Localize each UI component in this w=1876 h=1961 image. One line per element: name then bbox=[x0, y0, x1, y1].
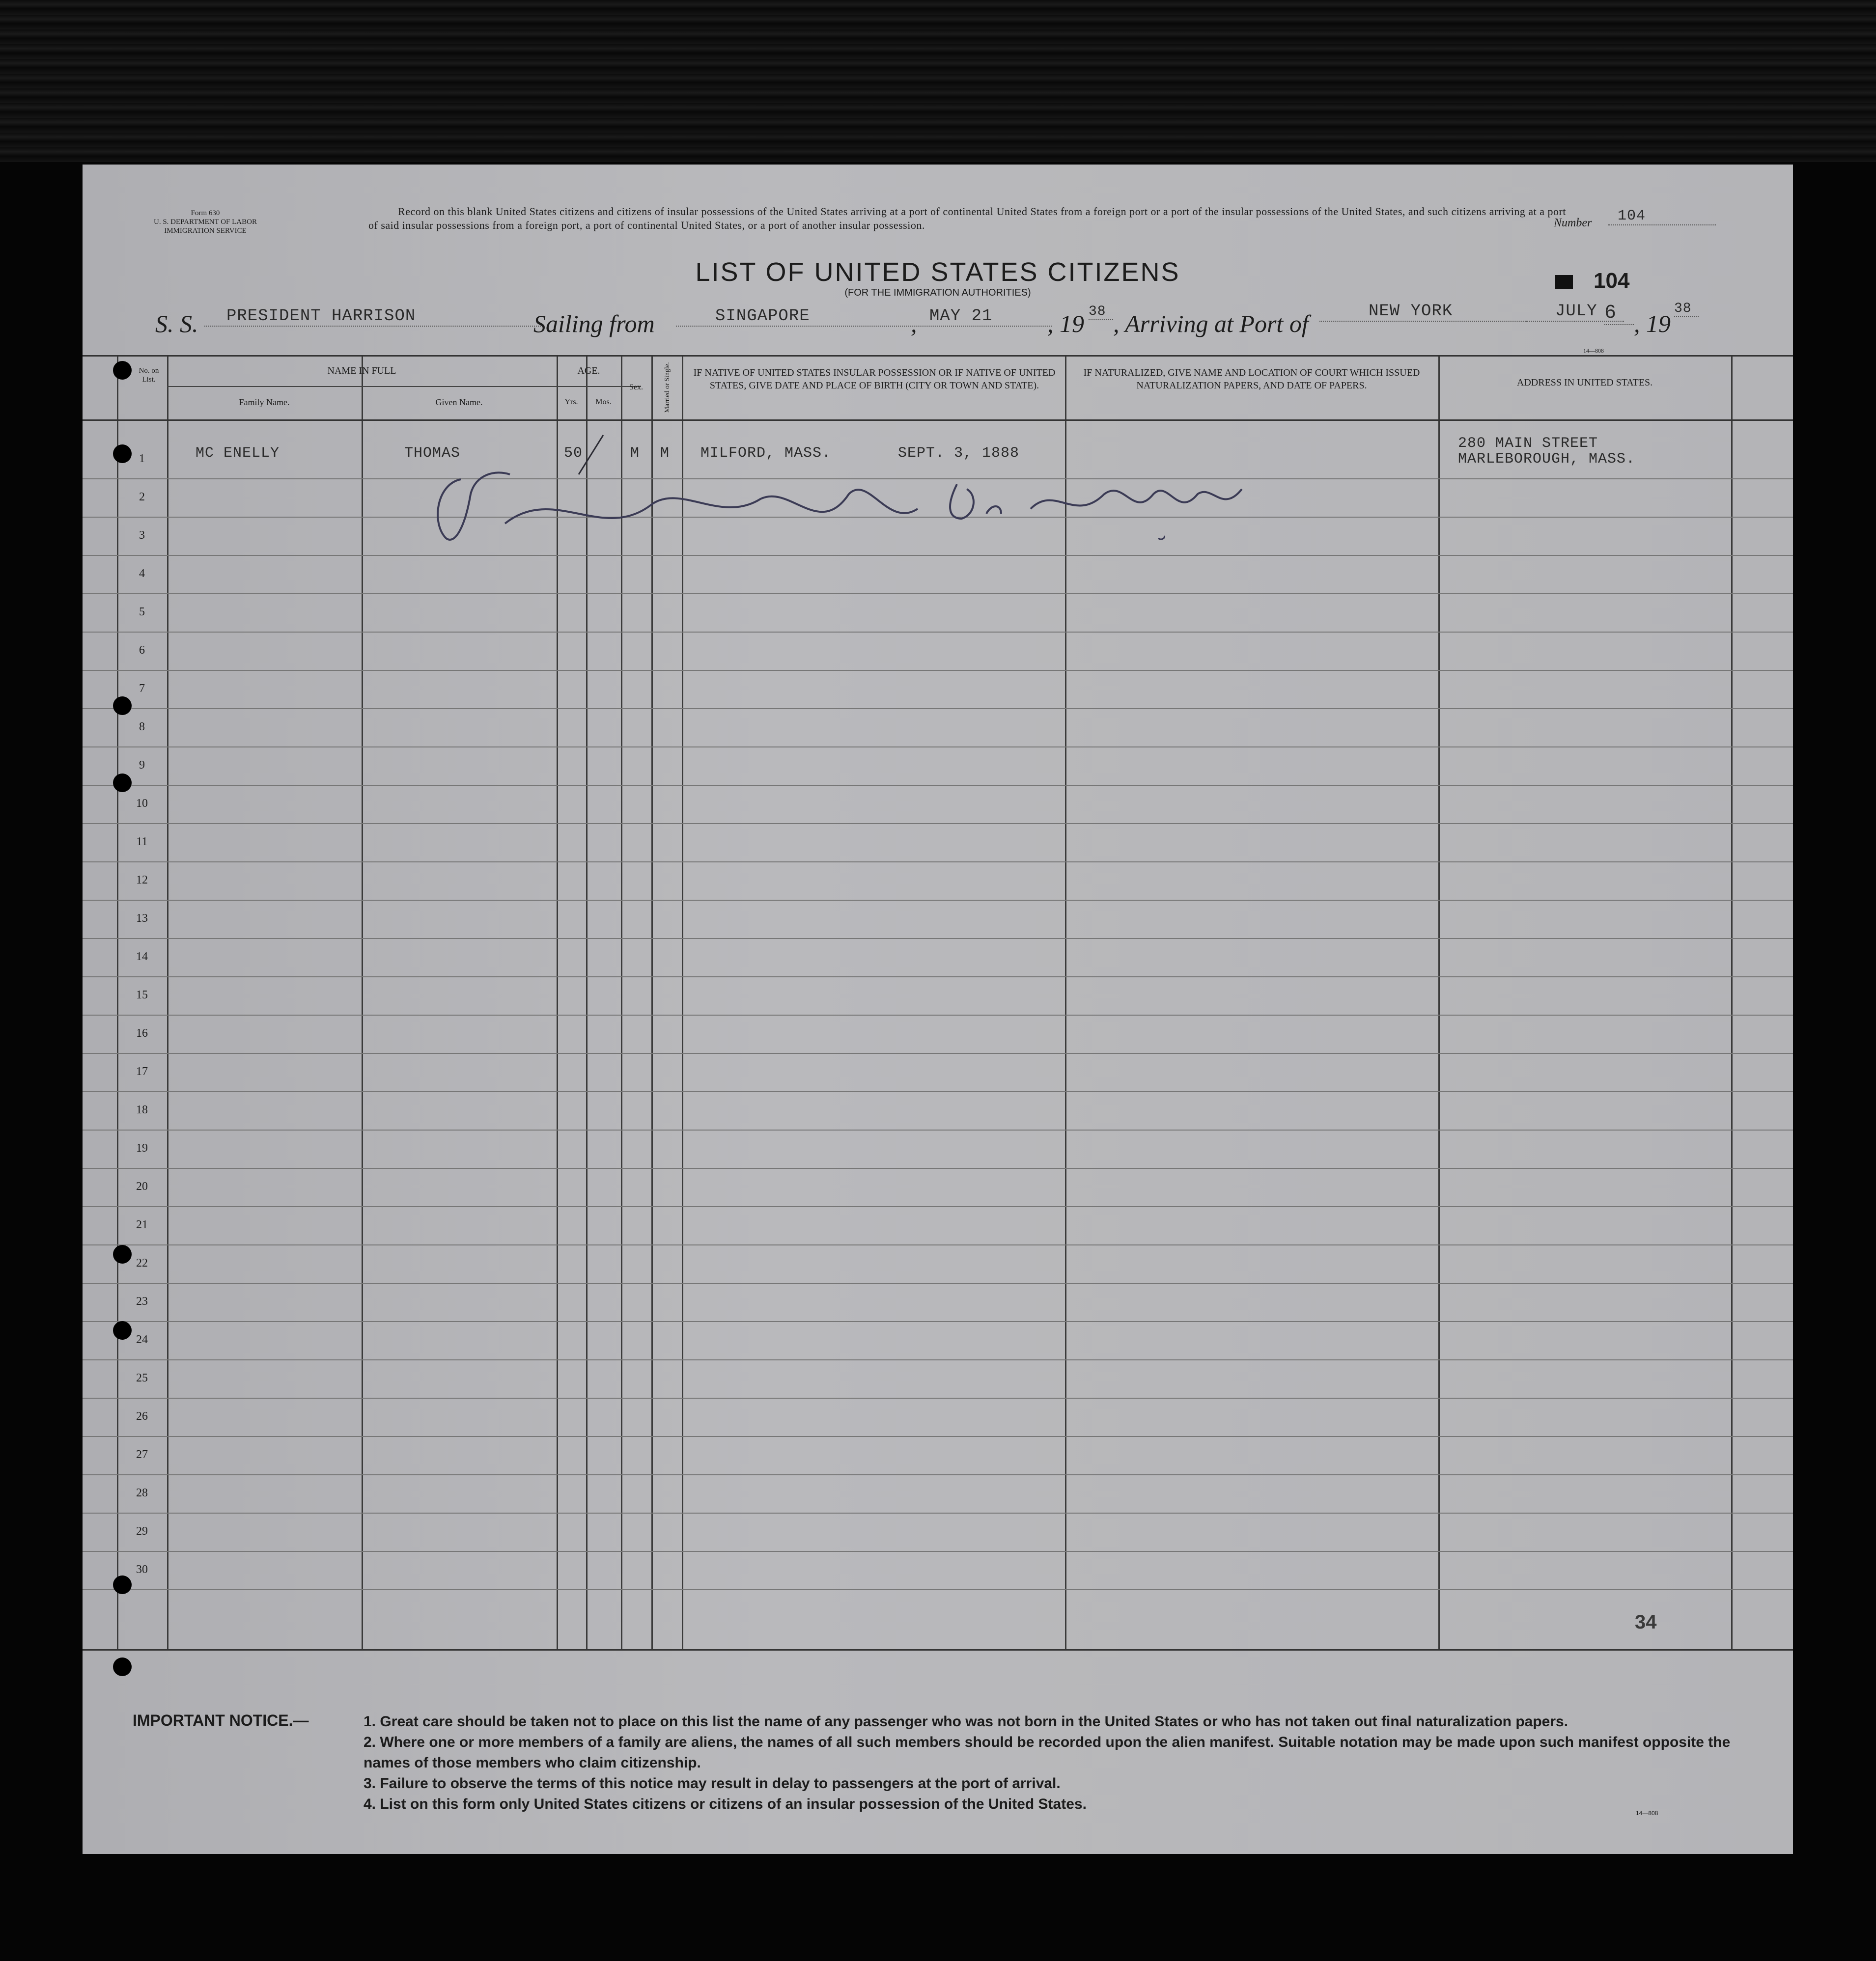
arriving-label: , Arriving at Port of bbox=[1113, 310, 1309, 337]
row-line bbox=[83, 670, 1793, 671]
col-no-on-list: No. on List. bbox=[139, 367, 159, 384]
important-notice bbox=[133, 1712, 1764, 1839]
form-instructions: Record on this blank United States citizens and citizens of insular possessions of the United States arriving at a port of continental United States from a foreign port or a port of the insular possessions of the United States, and such citizens arriving at a port of said insular possessions from a foreign port, a port of continental United States, or a port of another insular possession. bbox=[368, 205, 1566, 231]
row-line bbox=[83, 1206, 1793, 1207]
page-number: 34 bbox=[1635, 1611, 1657, 1633]
arrival-port: NEW YORK bbox=[1319, 302, 1575, 322]
row-line bbox=[83, 1589, 1793, 1590]
row-line bbox=[83, 1398, 1793, 1399]
sailing-port: SINGAPORE bbox=[676, 307, 946, 327]
row-number: 2 bbox=[139, 491, 145, 503]
notice-item-3: 3. Failure to observe the terms of this notice may result in delay to passengers at the port of arrival. bbox=[364, 1775, 1061, 1792]
page-title: LIST OF UNITED STATES CITIZENS bbox=[695, 257, 1180, 287]
row-number: 12 bbox=[136, 874, 148, 886]
row-number: 17 bbox=[136, 1065, 148, 1078]
notice-item-1: 1. Great care should be taken not to place on this list the name of any passenger who was not born in the United States or who has not taken out final naturalization papers. bbox=[364, 1713, 1568, 1730]
col-naturalized: IF NATURALIZED, GIVE NAME AND LOCATION OF COURT WHICH ISSUED NATURALIZATION PAPERS, AND DATE OF PAPERS. bbox=[1083, 367, 1420, 391]
row-number: 11 bbox=[136, 835, 148, 848]
print-code-top: 14—808 bbox=[1583, 347, 1604, 354]
print-code-bottom: 14—808 bbox=[1636, 1810, 1658, 1817]
col-given-name: Given Name. bbox=[435, 397, 483, 407]
entry-birth-date: SEPT. 3, 1888 bbox=[898, 445, 1020, 462]
notice-item-4: 4. List on this form only United States citizens or citizens of an insular possession of the United States. bbox=[364, 1796, 1087, 1812]
row-number: 6 bbox=[139, 644, 145, 657]
punch-hole bbox=[113, 1575, 132, 1594]
row-line bbox=[83, 976, 1793, 977]
sailing-from-label: Sailing from bbox=[533, 310, 655, 337]
row-line bbox=[83, 1551, 1793, 1552]
row-line bbox=[83, 1436, 1793, 1437]
row-line bbox=[83, 1283, 1793, 1284]
number-field bbox=[1554, 208, 1711, 229]
row-line bbox=[83, 1321, 1793, 1322]
row-number: 20 bbox=[136, 1180, 148, 1193]
row-number: 25 bbox=[136, 1372, 148, 1384]
arrival-year: 38 bbox=[1674, 301, 1699, 317]
col-sex: Sex. bbox=[629, 383, 643, 391]
notice-heading: IMPORTANT NOTICE.— bbox=[133, 1712, 309, 1729]
col-age: AGE. bbox=[577, 365, 600, 376]
form-id-block bbox=[127, 209, 284, 235]
row-number: 10 bbox=[136, 797, 148, 810]
scan-background bbox=[0, 0, 1876, 162]
row-line bbox=[83, 938, 1793, 939]
col-age-yrs: Yrs. bbox=[564, 398, 578, 406]
row-number: 19 bbox=[136, 1142, 148, 1155]
col-address: ADDRESS IN UNITED STATES. bbox=[1516, 377, 1653, 388]
voyage-line bbox=[155, 301, 1786, 341]
service-name: IMMIGRATION SERVICE bbox=[164, 227, 247, 235]
row-line bbox=[83, 1015, 1793, 1016]
row-number: 1 bbox=[139, 452, 145, 465]
department-name: U. S. DEPARTMENT OF LABOR bbox=[154, 218, 257, 226]
row-line bbox=[83, 1513, 1793, 1514]
stamp-icon bbox=[1555, 275, 1573, 289]
punch-hole bbox=[113, 444, 132, 463]
col-family-name: Family Name. bbox=[239, 397, 290, 407]
punch-hole bbox=[113, 1321, 132, 1340]
entry-address-line2: MARLEBOROUGH, MASS. bbox=[1458, 451, 1636, 468]
row-number: 24 bbox=[136, 1333, 148, 1346]
row-number: 8 bbox=[139, 720, 145, 733]
row-number: 22 bbox=[136, 1257, 148, 1270]
ship-name: PRESIDENT HARRISON bbox=[204, 307, 541, 327]
col-married-single: Married or Single. bbox=[664, 362, 671, 413]
row-line bbox=[83, 1053, 1793, 1054]
row-line bbox=[83, 632, 1793, 633]
punch-hole bbox=[113, 361, 132, 380]
row-line bbox=[83, 1474, 1793, 1475]
row-number: 30 bbox=[136, 1563, 148, 1576]
row-number: 26 bbox=[136, 1410, 148, 1423]
col-age-mos: Mos. bbox=[595, 398, 612, 406]
notice-item-2: 2. Where one or more members of a family are aliens, the names of all such members should be recorded upon the alien manifest. Suitable notation may be made upon such manifest opposite the names of those members who claim citizenship. bbox=[364, 1734, 1731, 1771]
number-value: 104 bbox=[1608, 208, 1716, 225]
row-number: 14 bbox=[136, 950, 148, 963]
row-line bbox=[83, 593, 1793, 594]
row-line bbox=[83, 1359, 1793, 1360]
row-number: 3 bbox=[139, 529, 145, 542]
row-number: 28 bbox=[136, 1487, 148, 1499]
row-number: 13 bbox=[136, 912, 148, 925]
row-line bbox=[83, 1244, 1793, 1245]
punch-hole bbox=[113, 696, 132, 715]
arrival-day: 6 bbox=[1604, 302, 1634, 325]
row-number: 29 bbox=[136, 1525, 148, 1538]
entry-married: M bbox=[660, 445, 670, 462]
stamp-number bbox=[1555, 269, 1629, 293]
row-line bbox=[83, 785, 1793, 786]
row-number: 4 bbox=[139, 567, 145, 580]
form-number: Form 630 bbox=[191, 209, 220, 217]
number-label: Number bbox=[1554, 217, 1592, 229]
punch-hole bbox=[113, 1657, 132, 1676]
row-number: 7 bbox=[139, 682, 145, 695]
sailing-date: MAY 21 bbox=[920, 307, 1052, 327]
passenger-table bbox=[83, 355, 1793, 1651]
ss-label: S. S. bbox=[155, 310, 198, 337]
row-number: 16 bbox=[136, 1027, 148, 1040]
row-number: 5 bbox=[139, 606, 145, 618]
row-line bbox=[83, 861, 1793, 862]
row-number: 21 bbox=[136, 1218, 148, 1231]
row-line bbox=[83, 746, 1793, 747]
punch-hole bbox=[113, 1245, 132, 1264]
sailing-year-prefix: , 19 bbox=[1047, 310, 1084, 337]
sailing-year: 38 bbox=[1089, 304, 1113, 320]
entry-given-name: THOMAS bbox=[404, 445, 461, 462]
arrival-month: JULY bbox=[1526, 302, 1624, 322]
entry-birth-place: MILFORD, MASS. bbox=[700, 445, 832, 462]
arrival-year-prefix: , 19 bbox=[1634, 310, 1671, 337]
entry-sex: M bbox=[630, 445, 640, 462]
row-number: 18 bbox=[136, 1104, 148, 1116]
row-number: 23 bbox=[136, 1295, 148, 1308]
entry-address-line1: 280 MAIN STREET bbox=[1458, 435, 1598, 452]
page-subtitle: (FOR THE IMMIGRATION AUTHORITIES) bbox=[844, 287, 1031, 298]
row-number: 9 bbox=[139, 759, 145, 772]
row-number: 15 bbox=[136, 989, 148, 1001]
col-native: IF NATIVE OF UNITED STATES INSULAR POSSESSION OR IF NATIVE OF UNITED STATES, GIVE DATE AND PLACE OF BIRTH (CITY OR TOWN AND STATE). bbox=[693, 367, 1056, 391]
entry-family-name: MC ENELLY bbox=[196, 445, 280, 462]
punch-hole bbox=[113, 773, 132, 792]
row-number: 27 bbox=[136, 1448, 148, 1461]
row-line bbox=[83, 1091, 1793, 1092]
inspector-signature bbox=[426, 465, 1261, 553]
entry-age: 50 bbox=[564, 445, 583, 462]
comma: , bbox=[911, 310, 917, 337]
form-sheet bbox=[83, 165, 1793, 1854]
stamp-number-value: 104 bbox=[1594, 269, 1630, 293]
row-line bbox=[83, 900, 1793, 901]
col-name-in-full: NAME IN FULL bbox=[327, 365, 396, 376]
row-line bbox=[83, 1130, 1793, 1131]
row-line bbox=[83, 823, 1793, 824]
row-line bbox=[83, 708, 1793, 709]
row-line bbox=[83, 1168, 1793, 1169]
row-line bbox=[83, 555, 1793, 556]
